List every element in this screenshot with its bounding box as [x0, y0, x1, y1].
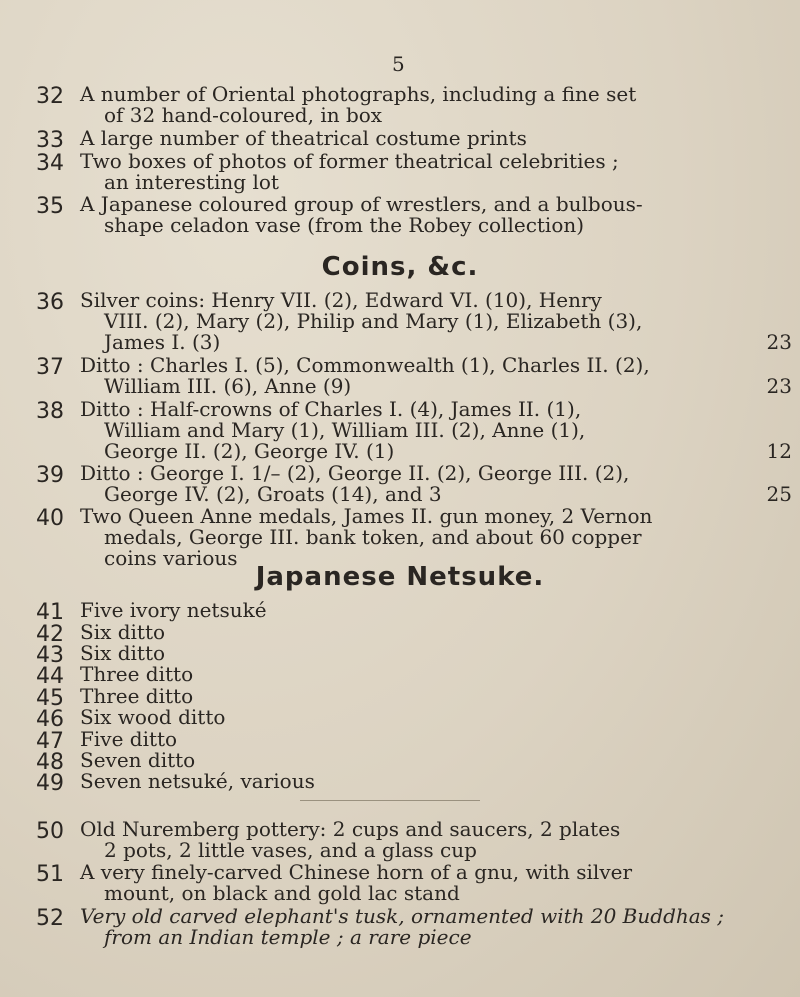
lot-description: Five ivory netsuké	[80, 598, 267, 622]
lot-number: 42	[36, 622, 64, 647]
section-divider	[300, 800, 480, 801]
lot-description: A Japanese coloured group of wrestlers, and a bulbous- shape celadon vase (from the Robey collection)	[80, 192, 643, 237]
lot-number: 38	[36, 399, 64, 424]
lot-number: 44	[36, 664, 64, 689]
lot-description: Three ditto	[80, 662, 194, 686]
lot-description: Two Queen Anne medals, James II. gun money, 2 Vernon medals, George III. bank token, and about 60 copper coins various	[80, 504, 653, 570]
section-heading-netsuke: Japanese Netsuke.	[255, 562, 545, 592]
lot-number: 40	[36, 506, 64, 531]
lot-number: 39	[36, 463, 64, 488]
lot-number: 46	[36, 707, 64, 732]
lot-number: 50	[36, 819, 64, 844]
lot-number: 52	[36, 906, 64, 931]
lot-number: 47	[36, 729, 64, 754]
lot-number: 36	[36, 290, 64, 315]
lot-price: 23	[766, 330, 792, 354]
lot-description: Six wood ditto	[80, 705, 226, 729]
lot-description: Three ditto	[80, 684, 194, 708]
lot-description: Five ditto	[80, 727, 178, 751]
lot-description: Silver coins: Henry VII. (2), Edward VI. (10), Henry VIII. (2), Mary (2), Philip and Mary (1), Elizabeth (3), James I. (3) 23	[80, 288, 792, 354]
lot-description: A number of Oriental photographs, including a fine set of 32 hand-coloured, in box	[80, 82, 637, 127]
lot-price: 25	[766, 482, 792, 506]
lot-number: 32	[36, 84, 64, 109]
page-number: 5	[392, 52, 405, 76]
lot-number: 41	[36, 600, 64, 625]
lot-description: Ditto : Charles I. (5), Commonwealth (1), Charles II. (2), William III. (6), Anne (9) 23	[80, 353, 792, 398]
lot-description: Seven netsuké, various	[80, 769, 315, 793]
section-heading-coins: Coins, &c.	[321, 252, 479, 282]
lot-number: 33	[36, 128, 64, 153]
lot-number: 51	[36, 862, 64, 887]
lot-number: 35	[36, 194, 64, 219]
lot-description: Two boxes of photos of former theatrical celebrities ; an interesting lot	[80, 149, 619, 194]
lot-description: Old Nuremberg pottery: 2 cups and saucers, 2 plates 2 pots, 2 little vases, and a glass cup	[80, 817, 621, 862]
lot-description: Six ditto	[80, 620, 166, 644]
lot-description: Ditto : Half-crowns of Charles I. (4), James II. (1), William and Mary (1), William III. (2), Anne (1), George II. (2), George IV. (1) 12	[80, 397, 792, 463]
lot-price: 12	[766, 439, 792, 463]
lot-description: Seven ditto	[80, 748, 196, 772]
lot-description: Six ditto	[80, 641, 166, 665]
lot-description: Very old carved elephant's tusk, ornamented with 20 Buddhas ; from an Indian temple ; a rare piece	[80, 904, 725, 949]
lot-price: 23	[766, 374, 792, 398]
lot-description: A large number of theatrical costume prints	[80, 126, 527, 150]
lot-number: 43	[36, 643, 64, 668]
lot-description: A very finely-carved Chinese horn of a gnu, with silver mount, on black and gold lac stand	[80, 860, 633, 905]
lot-description: Ditto : George I. 1/– (2), George II. (2), George III. (2), George IV. (2), Groats (14), and 3 25	[80, 461, 792, 506]
lot-number: 45	[36, 686, 64, 711]
lot-number: 49	[36, 771, 64, 796]
lot-number: 48	[36, 750, 64, 775]
lot-number: 37	[36, 355, 64, 380]
lot-number: 34	[36, 151, 64, 176]
